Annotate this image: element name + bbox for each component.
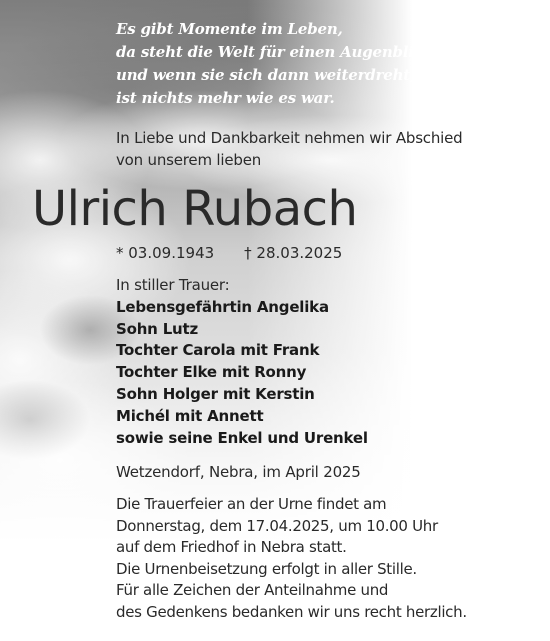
poem-line: Es gibt Momente im Leben, [116,20,343,38]
mourners-heading: In stiller Trauer: [116,276,230,294]
place-and-date: Wetzendorf, Nebra, im April 2025 [116,463,361,481]
mourner-name: Sohn Holger mit Kerstin [116,384,315,403]
intro-line: In Liebe und Dankbarkeit nehmen wir Abschied [116,129,463,147]
mourner-name: sowie seine Enkel und Urenkel [116,428,368,447]
mourner-name: Lebensgefährtin Angelika [116,297,329,316]
death-date: † 28.03.2025 [244,244,343,262]
mourner-name: Sohn Lutz [116,319,199,338]
poem-line: ist nichts mehr wie es war. [116,89,335,107]
intro-text [116,127,462,171]
notice-line: Die Urnenbeisetzung erfolgt in aller Stille. [116,559,417,578]
mourner-name: Tochter Elke mit Ronny [116,363,307,382]
notice-line: auf dem Friedhof in Nebra statt. [116,538,347,557]
funeral-notice [116,494,467,624]
mourner-name: Tochter Carola mit Frank [116,341,320,360]
life-dates [116,242,342,264]
poem-line: da steht die Welt für einen Augenblick still - [116,43,481,61]
birth-date: * 03.09.1943 [116,244,215,262]
mourner-name: Michél mit Annett [116,406,264,425]
notice-line: Für alle Zeichen der Anteilnahme und [116,581,389,600]
poem-line: und wenn sie sich dann weiterdreht, [116,66,416,84]
deceased-name: Ulrich Rubach [32,181,358,237]
mourners-list [116,275,368,449]
notice-line: des Gedenkens bedanken wir uns recht herzlich. [116,602,467,621]
poem [116,18,481,110]
notice-line: Die Trauerfeier an der Urne findet am [116,495,387,513]
intro-line: von unserem lieben [116,151,262,169]
notice-line: Donnerstag, dem 17.04.2025, um 10.00 Uhr [116,516,438,535]
